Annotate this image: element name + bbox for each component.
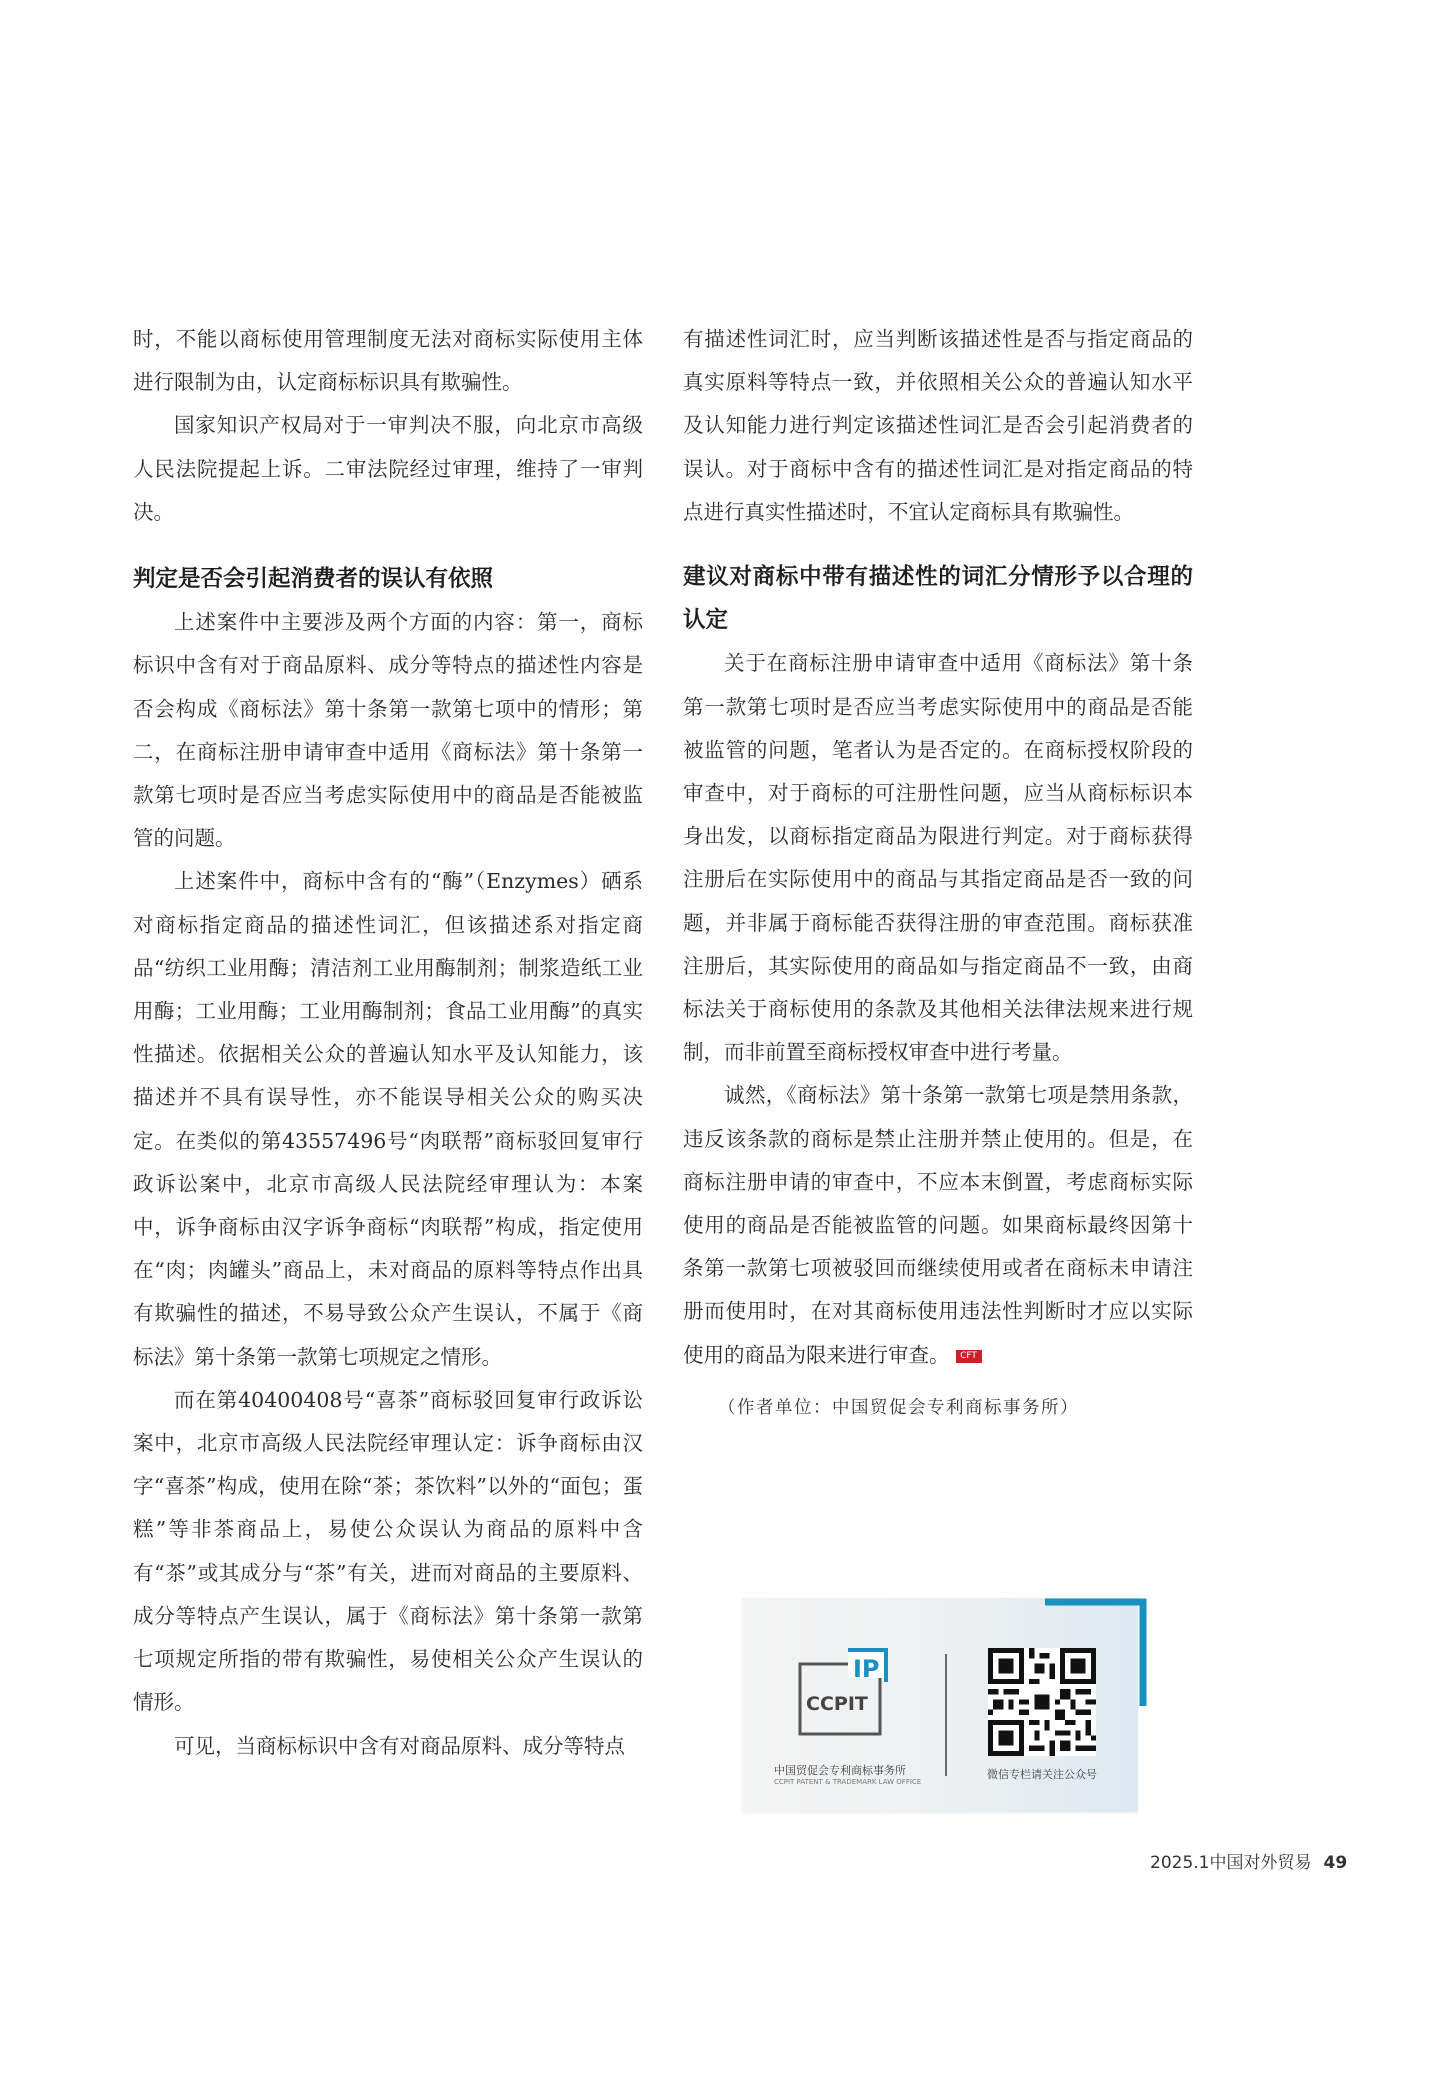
paragraph: [683, 1074, 1193, 1376]
paragraph: 上述案件中主要涉及两个方面的内容：第一，商标标识中含有对于商品原料、成分等特点的描述性内容是否会构成《商标法》第十条第一款第七项中的情形；第二，在商标注册申请审查中适用《商标法》第十条第一款第七项时是否应当考虑实际使用中的商品是否能被监管的问题。: [133, 610, 643, 851]
qr-caption: 微信专栏请关注公众号: [987, 1768, 1097, 1781]
paragraph: 上述案件中，商标中含有的“酶”（Enzymes）硒系对商标指定商品的描述性词汇，但该描述系对指定商品“纺织工业用酶；清洁剂工业用酶制剂；制浆造纸工业用酶；工业用酶；工业用酶制剂；食品工业用酶”的真实性描述。依据相关公众的普遍认知水平及认知能力，该描述并不具有误导性，亦不能误导相关公众的购买决定。在类似的第43557496号“肉联帮”商标驳回复审行政诉讼案中，北京市高级人民法院经审理认为：本案中，诉争商标由汉字诉争商标“肉联帮”构成，指定使用在“肉；肉罐头”商品上，未对商品的原料等特点作出具有欺骗性的描述，不易导致公众产生误认，不属于《商标法》第十条第一款第七项规定之情形。: [133, 869, 643, 1369]
left-column: [133, 318, 643, 1768]
ccpit-logo-icon: [798, 1646, 890, 1738]
logo-top-text: IP: [853, 1655, 880, 1683]
right-column: [683, 318, 1193, 1377]
paragraph: 有描述性词汇时，应当判断该描述性是否与指定商品的真实原料等特点一致，并依照相关公众的普遍认知水平及认知能力进行判定该描述性词汇是否会引起消费者的误认。对于商标中含有的描述性词汇是对指定商品的特点进行真实性描述时，不宜认定商标具有欺骗性。: [683, 327, 1193, 524]
page-footer: [1150, 1848, 1347, 1873]
paragraph: 国家知识产权局对于一审判决不服，向北京市高级人民法院提起上诉。二审法院经过审理，维持了一审判决。: [133, 413, 643, 524]
logo-caption: 中国贸促会专利商标事务所: [774, 1764, 906, 1777]
promo-divider: [945, 1654, 947, 1776]
qr-code-icon: [988, 1648, 1096, 1756]
paragraph: 可见，当商标标识中含有对商品原料、成分等特点: [174, 1733, 625, 1758]
paragraph: 时，不能以商标使用管理制度无法对商标实际使用主体进行限制为由，认定商标标识具有欺骗性。: [133, 327, 643, 395]
end-mark-icon: CFT: [956, 1350, 982, 1363]
section-heading: 判定是否会引起消费者的误认有依照: [133, 566, 494, 593]
author-affiliation: （作者单位：中国贸促会专利商标事务所）: [718, 1398, 1079, 1418]
logo-bottom-text: CCPIT: [806, 1693, 868, 1715]
issue-label: 2025.1中国对外贸易: [1150, 1853, 1312, 1873]
paragraph-text: 诚然，《商标法》第十条第一款第七项是禁用条款，违反该条款的商标是禁止注册并禁止使用的。但是，在商标注册申请的审查中，不应本末倒置，考虑商标实际使用的商品是否能被监管的问题。如果商标最终因第十条第一款第七项被驳回而继续使用或者在商标未申请注册而使用时，在对其商标使用违法性判断时才应以实际使用的商品为限来进行审查。: [683, 1083, 1193, 1367]
page-number: 49: [1323, 1853, 1348, 1873]
section-heading: 建议对商标中带有描述性的词汇分情形予以合理的认定: [683, 564, 1193, 634]
paragraph: 关于在商标注册申请审查中适用《商标法》第十条第一款第七项时是否应当考虑实际使用中的商品是否能被监管的问题，笔者认为是否定的。在商标授权阶段的审查中，对于商标的可注册性问题，应当从商标标识本身出发，以商标指定商品为限进行判定。对于商标获得注册后在实际使用中的商品与其指定商品是否一致的问题，并非属于商标能否获得注册的审查范围。商标获准注册后，其实际使用的商品如与指定商品不一致，由商标法关于商标使用的条款及其他相关法律法规来进行规制，而非前置至商标授权审查中进行考量。: [683, 651, 1193, 1065]
paragraph: 而在第40400408号“喜茶”商标驳回复审行政诉讼案中，北京市高级人民法院经审理认定：诉争商标由汉字“喜茶”构成，使用在除“茶；茶饮料”以外的“面包；蛋糕”等非茶商品上，易使公众误认为商品的原料中含有“茶”或其成分与“茶”有关，进而对商品的主要原料、成分等特点产生误认，属于《商标法》第十条第一款第七项规定所指的带有欺骗性，易使相关公众产生误认的情形。: [133, 1387, 643, 1715]
logo-caption-en: CCPIT PATENT & TRADEMARK LAW OFFICE: [774, 1778, 922, 1786]
